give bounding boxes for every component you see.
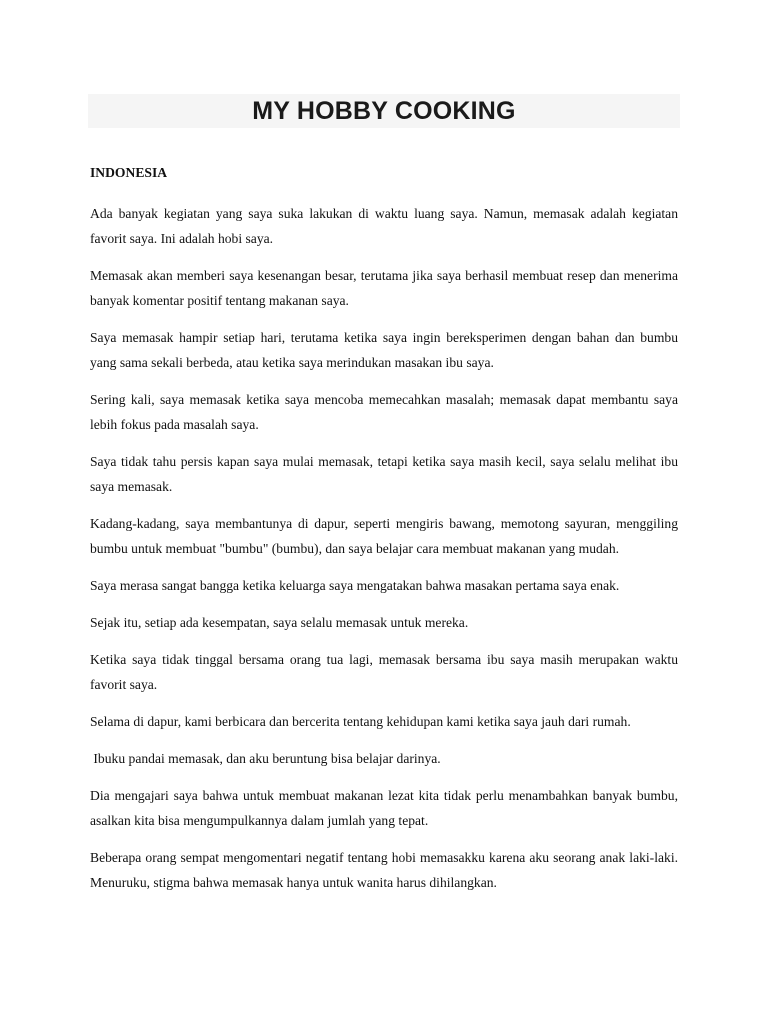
paragraph: Ibuku pandai memasak, dan aku beruntung bisa belajar darinya.	[90, 751, 441, 766]
paragraph: Ketika saya tidak tinggal bersama orang tua lagi, memasak bersama ibu saya masih merupakan waktu favorit saya.	[90, 652, 678, 692]
paragraph: Sejak itu, setiap ada kesempatan, saya selalu memasak untuk mereka.	[90, 615, 469, 630]
paragraph: Saya tidak tahu persis kapan saya mulai memasak, tetapi ketika saya masih kecil, saya selalu melihat ibu saya memasak.	[90, 454, 678, 494]
paragraph: Ada banyak kegiatan yang saya suka lakukan di waktu luang saya. Namun, memasak adalah kegiatan favorit saya. Ini adalah hobi saya.	[90, 206, 678, 246]
paragraph: Sering kali, saya memasak ketika saya mencoba memecahkan masalah; memasak dapat membantu saya lebih fokus pada masalah saya.	[90, 392, 678, 432]
paragraph: Saya merasa sangat bangga ketika keluarga saya mengatakan bahwa masakan pertama saya enak.	[90, 578, 620, 593]
section-heading: INDONESIA	[90, 165, 168, 180]
document-body	[90, 163, 678, 907]
paragraph: Beberapa orang sempat mengomentari negatif tentang hobi memasakku karena aku seorang anak laki-laki. Menuruku, stigma bahwa memasak hanya untuk wanita harus dihilangkan.	[90, 850, 678, 890]
paragraph: Dia mengajari saya bahwa untuk membuat makanan lezat kita tidak perlu menambahkan banyak bumbu, asalkan kita bisa mengumpulkannya dalam jumlah yang tepat.	[90, 788, 678, 828]
paragraph: Selama di dapur, kami berbicara dan bercerita tentang kehidupan kami ketika saya jauh dari rumah.	[90, 714, 631, 729]
paragraph: Memasak akan memberi saya kesenangan besar, terutama jika saya berhasil membuat resep dan menerima banyak komentar positif tentang makanan saya.	[90, 268, 678, 308]
document-title: MY HOBBY COOKING	[252, 97, 516, 125]
title-banner	[88, 94, 680, 128]
paragraph: Saya memasak hampir setiap hari, terutama ketika saya ingin bereksperimen dengan bahan dan bumbu yang sama sekali berbeda, atau ketika saya merindukan masakan ibu saya.	[90, 330, 678, 370]
paragraph: Kadang-kadang, saya membantunya di dapur, seperti mengiris bawang, memotong sayuran, menggiling bumbu untuk membuat "bumbu" (bumbu), dan saya belajar cara membuat makanan yang mudah.	[90, 516, 678, 556]
